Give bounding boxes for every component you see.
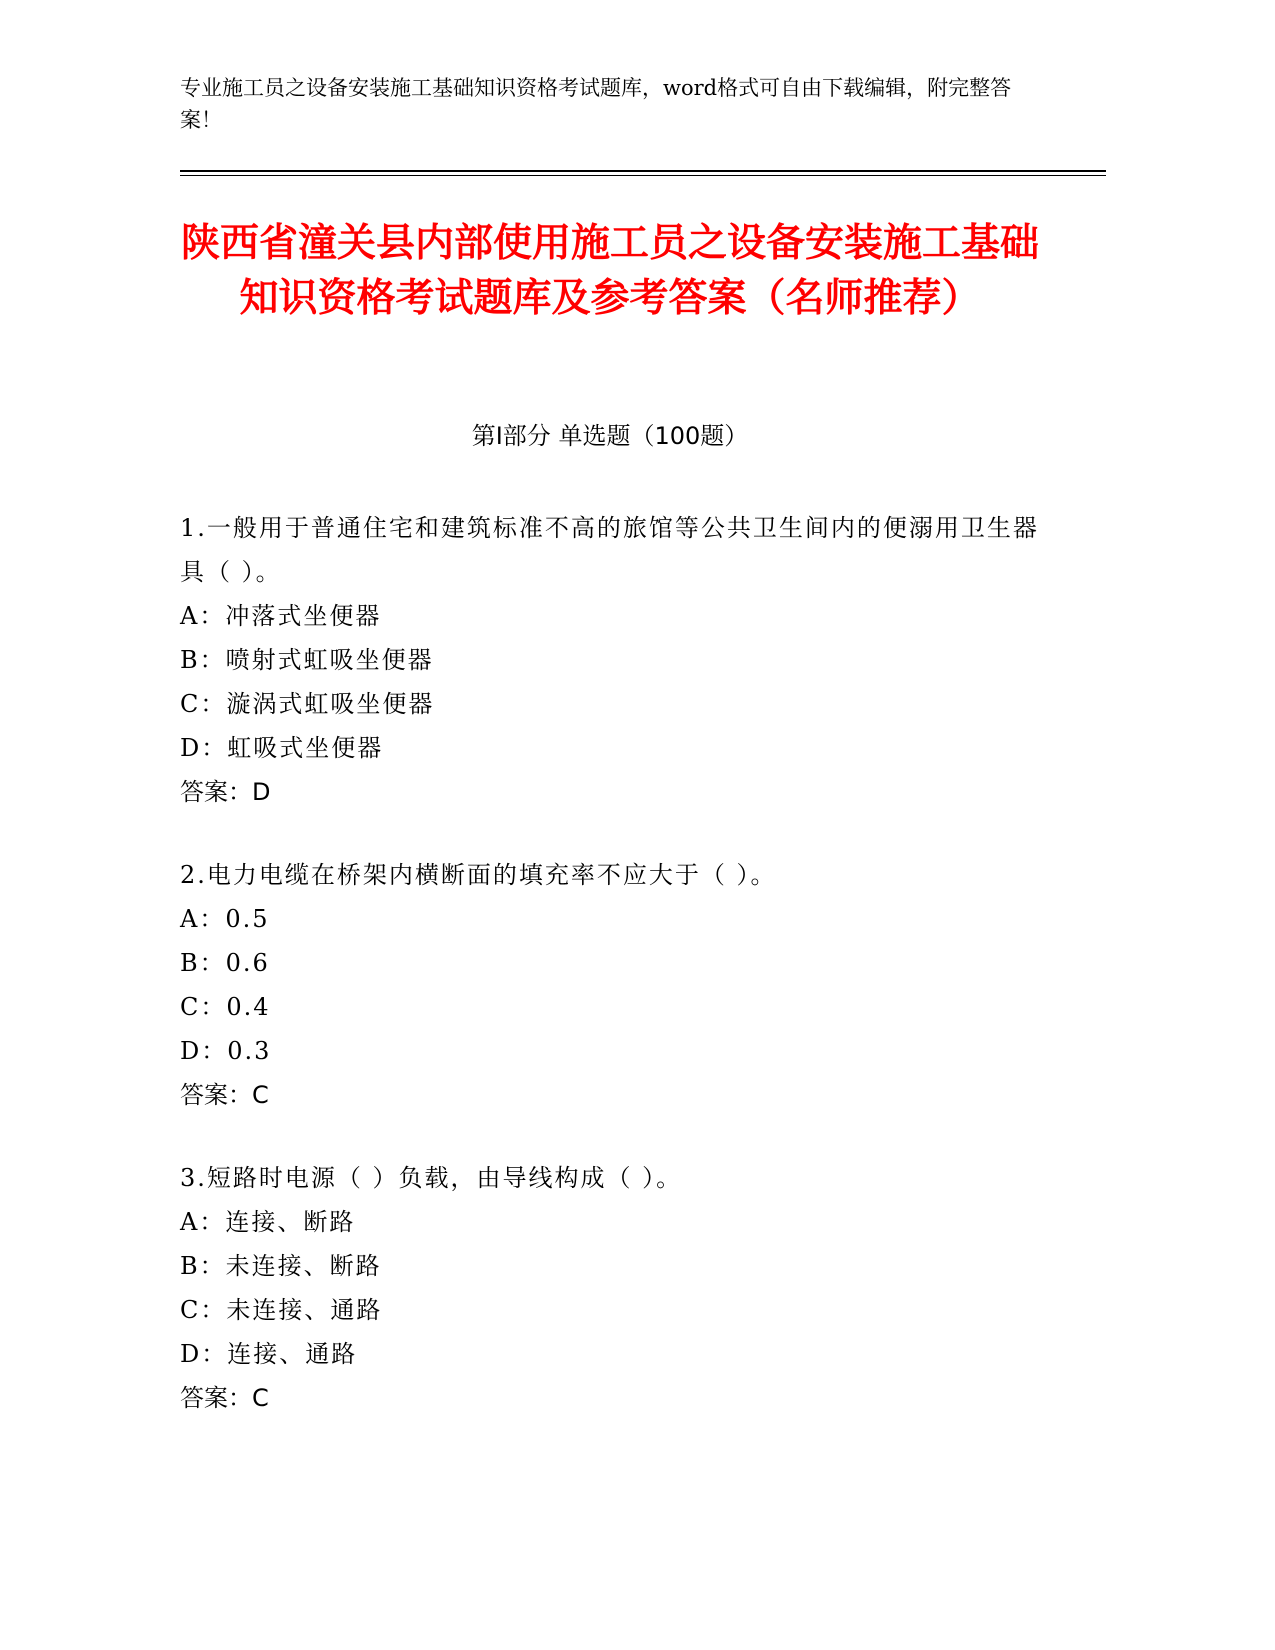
question-text: 3.短路时电源（ ）负载，由导线构成（ ）。 — [180, 1164, 683, 1192]
question-text: 2.电力电缆在桥架内横断面的填充率不应大于（ ）。 — [180, 861, 777, 889]
option-d: D：虹吸式坐便器 — [180, 734, 384, 762]
option-b: B：未连接、断路 — [180, 1252, 382, 1280]
answer: 答案：D — [180, 778, 271, 806]
option-b: B：0.6 — [180, 949, 270, 977]
answer: 答案：C — [180, 1384, 269, 1412]
option-b: B：喷射式虹吸坐便器 — [180, 646, 434, 674]
option-a: A：连接、断路 — [180, 1208, 356, 1236]
option-a: A：0.5 — [180, 905, 270, 933]
option-d: D：连接、通路 — [180, 1340, 358, 1368]
question-1 — [180, 506, 1060, 814]
option-c: C：未连接、通路 — [180, 1296, 383, 1324]
option-c: C：0.4 — [180, 993, 271, 1021]
header-rule-thick — [180, 170, 1106, 172]
section-title: 第Ⅰ部分 单选题（100题） — [471, 422, 749, 450]
header-note: 专业施工员之设备安装施工基础知识资格考试题库，word格式可自由下载编辑，附完整答案！ — [180, 76, 1012, 132]
option-d: D：0.3 — [180, 1037, 272, 1065]
question-2 — [180, 853, 1060, 1117]
option-a: A：冲落式坐便器 — [180, 602, 382, 630]
question-list — [180, 506, 1060, 1459]
document-title: 陕西省潼关县内部使用施工员之设备安装施工基础知识资格考试题库及参考答案（名师推荐） — [180, 221, 1039, 321]
question-3 — [180, 1156, 1060, 1420]
answer: 答案：C — [180, 1081, 269, 1109]
header-rule-thin — [180, 175, 1106, 176]
option-c: C：漩涡式虹吸坐便器 — [180, 690, 435, 718]
question-text: 1.一般用于普通住宅和建筑标准不高的旅馆等公共卫生间内的便溺用卫生器具（ ）。 — [180, 514, 1039, 586]
